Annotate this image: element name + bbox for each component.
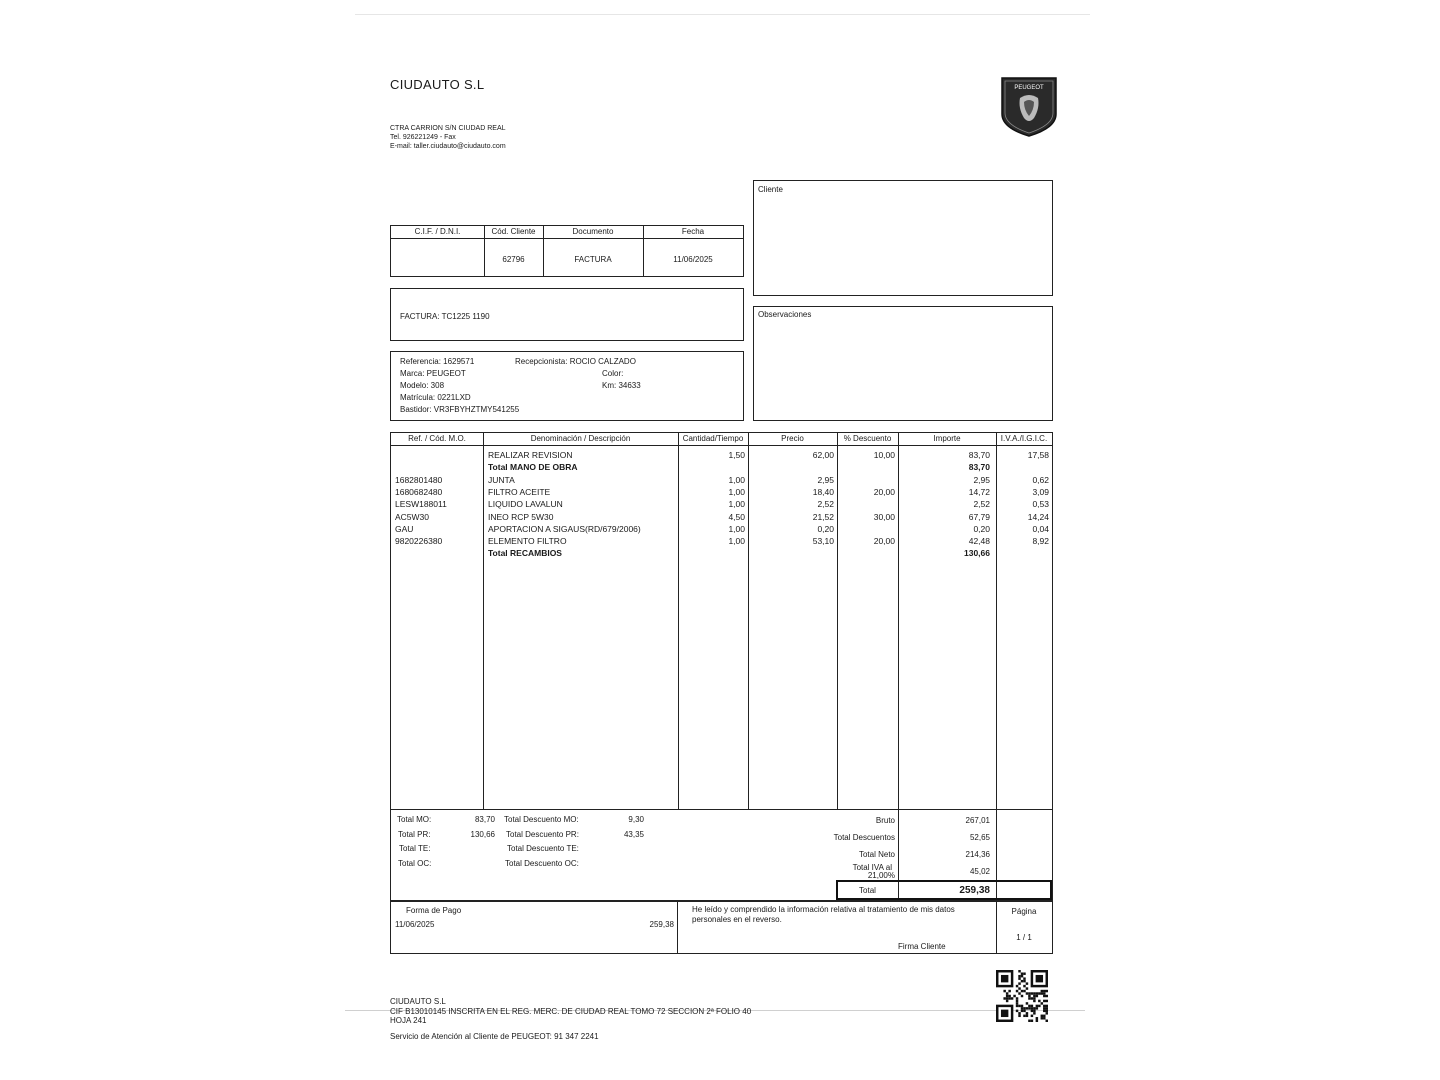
company-name: CIUDAUTO S.L (390, 77, 485, 92)
line-vat: 8,92 (1032, 536, 1049, 547)
scan-line-top (355, 14, 1090, 15)
total-discount-pr-label: Total Descuento PR: (506, 830, 579, 839)
line-quantity: 1,00 (728, 486, 745, 497)
line-amount: 67,79 (968, 511, 990, 522)
vat-total-value: 45,02 (969, 867, 990, 876)
line-price: 2,95 (817, 474, 834, 485)
total-discount-pr-value: 43,35 (623, 830, 644, 839)
vehicle-plate: Matrícula: 0221LXD (400, 393, 471, 402)
document-value: FACTURA (574, 255, 612, 264)
total-pr-value: 130,66 (470, 830, 495, 839)
vehicle-km: Km: 34633 (602, 381, 641, 390)
col-description: Denominación / Descripción (530, 434, 631, 443)
footer-customer-service: Servicio de Atención al Cliente de PEUGEOT: 91 347 2241 (390, 1032, 599, 1041)
line-price: 0,20 (817, 523, 834, 534)
lines-table (390, 432, 1053, 810)
page-number: 1 / 1 (1016, 933, 1032, 942)
line-quantity: 1,00 (728, 474, 745, 485)
payment-date: 11/06/2025 (395, 920, 435, 929)
line-ref: 9820226380 (395, 536, 443, 547)
privacy-text-line1: He leído y comprendido la información relativa al tratamiento de mis datos (692, 905, 955, 914)
line-quantity: 1,00 (728, 536, 745, 547)
company-email: E-mail: taller.ciudauto@ciudauto.com (390, 143, 506, 150)
total-discount-mo-label: Total Descuento MO: (504, 815, 579, 824)
line-description: Total MANO DE OBRA (488, 462, 578, 473)
total-mo-label: Total MO: (397, 815, 432, 824)
line-discount: 30,00 (873, 511, 895, 522)
col-price: Precio (781, 434, 804, 443)
line-ref: 1682801480 (395, 474, 443, 485)
total-oc-label: Total OC: (398, 859, 432, 868)
line-amount: 2,95 (973, 474, 990, 485)
privacy-text-line2: personales en el reverso. (692, 915, 782, 924)
table-row (391, 535, 1053, 547)
vehicle-brand: Marca: PEUGEOT (400, 369, 466, 378)
line-quantity: 1,50 (728, 450, 745, 460)
total-discount-te-label: Total Descuento TE: (507, 844, 579, 853)
bruto-value: 267,01 (965, 816, 990, 825)
vat-total-label: Total IVA al (852, 863, 892, 872)
total-discounts-value: 52,65 (969, 833, 990, 842)
line-discount: 20,00 (873, 536, 895, 547)
observations-label: Observaciones (758, 310, 812, 319)
line-description: JUNTA (488, 474, 515, 485)
vehicle-model: Modelo: 308 (400, 381, 445, 390)
vehicle-vin: Bastidor: VR3FBYHZTMY541255 (400, 405, 520, 414)
table-row (391, 449, 1053, 461)
line-vat: 0,53 (1032, 499, 1049, 510)
vehicle-box (390, 351, 744, 421)
line-price: 18,40 (812, 486, 834, 497)
bruto-label: Bruto (875, 816, 895, 825)
total-mo-value: 83,70 (474, 815, 495, 824)
line-quantity: 1,00 (728, 499, 745, 510)
page-label: Página (1011, 907, 1037, 916)
line-description: ELEMENTO FILTRO (488, 536, 567, 547)
svg-text:PEUGEOT: PEUGEOT (1014, 85, 1044, 91)
line-description: Total RECAMBIOS (488, 548, 562, 559)
document-label: Documento (572, 227, 614, 236)
table-row (391, 511, 1053, 523)
table-row (391, 474, 1053, 486)
line-vat: 17,58 (1027, 450, 1049, 460)
peugeot-logo (1000, 76, 1058, 138)
line-vat: 0,62 (1032, 474, 1049, 485)
line-price: 53,10 (812, 536, 834, 547)
company-address: CTRA CARRION S/N CIUDAD REAL (390, 125, 506, 132)
line-price: 2,52 (817, 499, 834, 510)
line-description: INEO RCP 5W30 (488, 511, 554, 522)
table-row (391, 486, 1053, 498)
vehicle-color: Color: (602, 369, 624, 378)
grand-total-value: 259,38 (959, 885, 990, 896)
client-code-value: 62796 (502, 255, 525, 264)
line-description: FILTRO ACEITE (488, 486, 551, 497)
line-ref: 1680682480 (395, 486, 443, 497)
line-description: REALIZAR REVISION (488, 450, 573, 460)
footer-registry: CIF B13010145 INSCRITA EN EL REG. MERC. DE CIUDAD REAL TOMO 72 SECCION 2ª FOLIO 40 (390, 1007, 752, 1016)
signature-label: Firma Cliente (898, 942, 946, 951)
invoice-number: FACTURA: TC1225 1190 (400, 312, 490, 321)
payment-box (390, 901, 1053, 954)
date-label: Fecha (681, 227, 705, 236)
line-discount: 10,00 (873, 450, 895, 460)
table-row (391, 523, 1053, 535)
line-quantity: 1,00 (728, 523, 745, 534)
total-discounts-label: Total Descuentos (833, 833, 895, 842)
client-box (753, 180, 1053, 296)
grand-total-frame (836, 880, 1052, 900)
vehicle-receptionist: Recepcionista: ROCIO CALZADO (515, 357, 636, 366)
qr-code (996, 970, 1048, 1022)
net-total-value: 214,36 (965, 850, 990, 859)
company-phone: Tel. 926221249 - Fax (390, 134, 456, 141)
table-row (391, 547, 1053, 559)
line-amount: 83,70 (968, 450, 990, 460)
line-amount: 83,70 (968, 462, 990, 473)
line-price: 62,00 (812, 450, 834, 460)
line-vat: 14,24 (1027, 511, 1049, 522)
net-total-label: Total Neto (858, 850, 895, 859)
col-ref: Ref. / Cód. M.O. (408, 434, 466, 443)
line-amount: 42,48 (968, 536, 990, 547)
line-ref: AC5W30 (395, 511, 430, 522)
line-discount: 20,00 (873, 486, 895, 497)
col-discount: % Descuento (843, 434, 892, 443)
invoice-number-box (390, 288, 744, 341)
line-ref: GAU (395, 523, 414, 534)
line-amount: 0,20 (973, 523, 990, 534)
col-amount: Importe (933, 434, 961, 443)
header-table (390, 225, 744, 277)
footer-sheet: HOJA 241 (390, 1016, 427, 1025)
line-ref: LESW188011 (395, 499, 447, 510)
vat-rate-label: 21,00% (867, 871, 895, 880)
payment-amount: 259,38 (649, 920, 674, 929)
client-code-label: Cód. Cliente (491, 227, 536, 236)
observations-box (753, 306, 1053, 421)
col-quantity: Cantidad/Tiempo (682, 434, 744, 443)
vehicle-reference: Referencia: 1629571 (400, 357, 475, 366)
line-quantity: 4,50 (728, 511, 745, 522)
line-vat: 3,09 (1032, 486, 1049, 497)
client-label: Cliente (758, 185, 783, 194)
cif-label: C.I.F. / D.N.I. (414, 227, 461, 236)
line-amount: 2,52 (973, 499, 990, 510)
total-te-label: Total TE: (399, 844, 431, 853)
line-price: 21,52 (812, 511, 834, 522)
line-description: LIQUIDO LAVALUN (488, 499, 563, 510)
col-vat: I.V.A./I.G.I.C. (1000, 434, 1048, 443)
line-amount: 130,66 (964, 548, 990, 559)
payment-label: Forma de Pago (406, 906, 462, 915)
total-pr-label: Total PR: (398, 830, 431, 839)
line-description: APORTACION A SIGAUS(RD/679/2006) (488, 523, 641, 534)
date-value: 11/06/2025 (673, 255, 713, 264)
table-row (391, 461, 1053, 473)
table-row (391, 498, 1053, 510)
line-amount: 14,72 (968, 486, 990, 497)
footer-company: CIUDAUTO S.L (390, 997, 446, 1006)
grand-total-label: Total (859, 886, 876, 895)
total-discount-oc-label: Total Descuento OC: (505, 859, 579, 868)
total-discount-mo-value: 9,30 (628, 815, 644, 824)
line-vat: 0,04 (1032, 523, 1049, 534)
